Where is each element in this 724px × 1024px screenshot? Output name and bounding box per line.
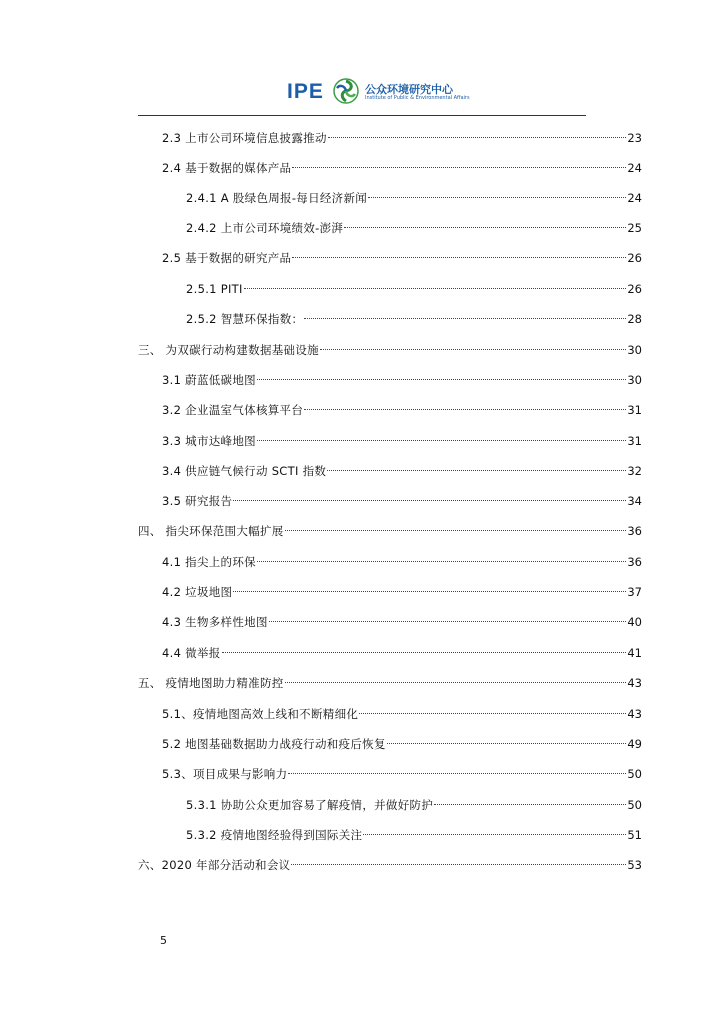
- toc-entry[interactable]: 三、 为双碳行动构建数据基础设施 30: [138, 343, 642, 357]
- org-name-en: Institute of Public & Environmental Affairs: [365, 95, 470, 101]
- toc-entry[interactable]: 2.5.2 智慧环保指数： 28: [186, 312, 642, 326]
- org-name-cn: 公众环境研究中心: [365, 83, 453, 96]
- toc-entry[interactable]: 3.5 研究报告 34: [162, 494, 642, 508]
- toc-entry[interactable]: 5.2 地图基础数据助力战疫行动和疫后恢复 49: [162, 737, 642, 751]
- toc-entry[interactable]: 5.3.2 疫情地图经验得到国际关注 51: [186, 828, 642, 842]
- swirl-logo-icon: [333, 78, 359, 104]
- toc-entry[interactable]: 六、2020 年部分活动和会议 53: [138, 858, 642, 872]
- page-number: 5: [160, 934, 167, 947]
- toc-entry[interactable]: 2.5 基于数据的研究产品 26: [162, 251, 642, 265]
- toc-entry[interactable]: 2.4 基于数据的媒体产品 24: [162, 161, 642, 175]
- toc-entry[interactable]: 3.1 蔚蓝低碳地图 30: [162, 373, 642, 387]
- logo-text: IPE: [287, 80, 324, 103]
- toc-entry[interactable]: 2.4.1 A 股绿色周报-每日经济新闻 24: [186, 191, 642, 205]
- toc-entry[interactable]: 3.2 企业温室气体核算平台 31: [162, 403, 642, 417]
- page-header: [0, 74, 724, 110]
- header-rule: [138, 115, 586, 116]
- toc-entry[interactable]: 4.2 垃圾地图 37: [162, 585, 642, 599]
- toc-entry[interactable]: 4.1 指尖上的环保 36: [162, 555, 642, 569]
- toc-entry[interactable]: 5.1、疫情地图高效上线和不断精细化 43: [162, 707, 642, 721]
- toc-entry[interactable]: 2.4.2 上市公司环境绩效-澎湃 25: [186, 221, 642, 235]
- toc-entry[interactable]: 3.4 供应链气候行动 SCTI 指数 32: [162, 464, 642, 478]
- toc-entry[interactable]: 4.3 生物多样性地图 40: [162, 615, 642, 629]
- toc-entry[interactable]: 五、 疫情地图助力精准防控 43: [138, 676, 642, 690]
- toc-entry[interactable]: 5.3、项目成果与影响力 50: [162, 767, 642, 781]
- toc-entry[interactable]: 2.3 上市公司环境信息披露推动 23: [162, 131, 642, 145]
- toc-entry[interactable]: 4.4 微举报 41: [162, 646, 642, 660]
- toc-entry[interactable]: 3.3 城市达峰地图 31: [162, 434, 642, 448]
- toc-entry[interactable]: 2.5.1 PITI 26: [186, 282, 642, 296]
- toc-entry[interactable]: 四、 指尖环保范围大幅扩展 36: [138, 524, 642, 538]
- toc-entry[interactable]: 5.3.1 协助公众更加容易了解疫情，并做好防护 50: [186, 798, 642, 812]
